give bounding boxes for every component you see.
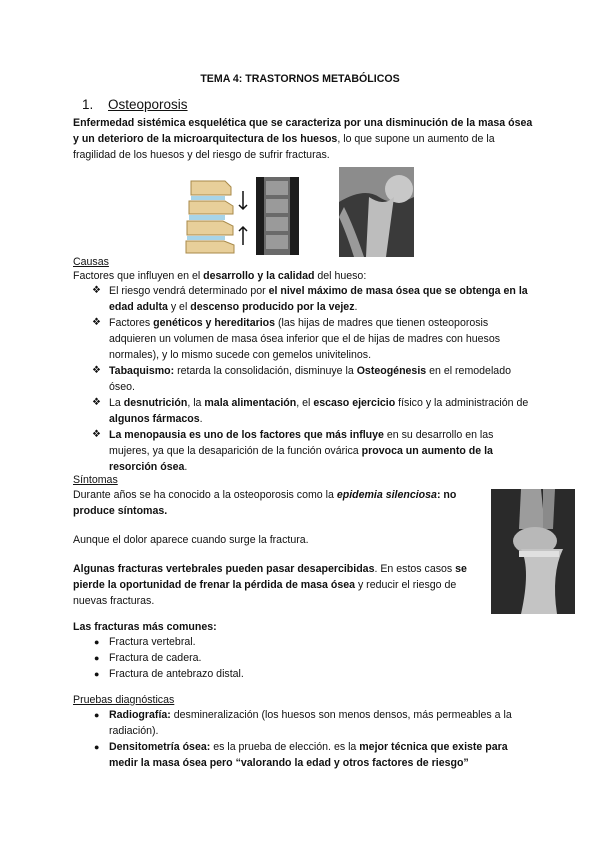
- list-item: ● Radiografía: desmineralización (los huesos son menos densos, más permeables a la radiación).: [94, 709, 512, 737]
- list-item: ● Fractura vertebral.: [94, 636, 196, 648]
- spine-xray: [256, 177, 299, 255]
- page-title: TEMA 4: TRASTORNOS METABÓLICOS: [200, 73, 400, 85]
- diamond-bullet-icon: ❖: [92, 397, 101, 408]
- bullet-icon: ●: [94, 637, 100, 647]
- pruebas-heading: Pruebas diagnósticas: [73, 694, 175, 706]
- causas-list: [92, 283, 532, 475]
- sintomas-p3: Algunas fracturas vertebrales pueden pasar desapercibidas. En estos casos se pierde la oportunidad de frenar la pérdida de masa ósea y reducir el riesgo de nuevas fracturas.: [73, 563, 467, 607]
- hip-xray: [339, 167, 414, 257]
- list-item: ❖ Factores genéticos y hereditarios (las hijas de madres que tienen osteoporosis adquieren un volumen de masa ósea inferior que el de hijas de madres con huesos normales), y lo mismo sucede con gemelos univitelinos.: [92, 317, 501, 361]
- pruebas-list: [92, 707, 532, 771]
- list-item: ● Fractura de antebrazo distal.: [94, 668, 244, 680]
- diamond-bullet-icon: ❖: [92, 365, 101, 376]
- intro-paragraph: [73, 115, 533, 163]
- section-heading: [82, 97, 188, 113]
- intro-bold: Enfermedad sistémica esquelética que se caracteriza por una disminución de la masa ósea y un deterioro de la microarquitectura de los huesos: [73, 117, 533, 145]
- sintomas-heading: Síntomas: [73, 474, 118, 486]
- intro-text: , lo que supone un aumento de la fragilidad de los huesos y del riesgo de sufrir fracturas.: [73, 133, 495, 161]
- diamond-bullet-icon: ❖: [92, 317, 101, 328]
- bullet-icon: ●: [94, 653, 100, 663]
- causas-lead: Factores que influyen en el desarrollo y la calidad del hueso:: [73, 270, 367, 282]
- bullet-icon: ●: [94, 669, 100, 679]
- diamond-bullet-icon: ❖: [92, 429, 101, 440]
- list-item: ❖ La menopausia es uno de los factores que más influye en su desarrollo en las mujeres, ya que la desaparición de la función ovárica provoca un aumento de la resorción ósea.: [92, 429, 494, 473]
- vertebrae-illustration: [183, 177, 255, 255]
- diamond-bullet-icon: ❖: [92, 285, 101, 296]
- fracturas-list: [92, 634, 532, 682]
- section-number: 1.: [82, 97, 94, 112]
- fracturas-heading: Las fracturas más comunes:: [73, 621, 217, 633]
- list-item: ❖ Tabaquismo: retarda la consolidación, disminuye la Osteogénesis en el remodelado óseo.: [92, 365, 511, 393]
- bullet-icon: ●: [94, 742, 100, 752]
- section-title: Osteoporosis: [108, 97, 188, 112]
- sintomas-p2: Aunque el dolor aparece cuando surge la fractura.: [73, 534, 309, 546]
- bullet-icon: ●: [94, 710, 100, 720]
- causas-heading: Causas: [73, 256, 109, 268]
- list-item: ❖ La desnutrición, la mala alimentación, el escaso ejercicio físico y la administración de algunos fármacos.: [92, 397, 529, 425]
- list-item: ❖ El riesgo vendrá determinado por el nivel máximo de masa ósea que se obtenga en la edad adulta y el descenso producido por la vejez.: [92, 285, 528, 313]
- list-item: ● Fractura de cadera.: [94, 652, 202, 664]
- wrist-xray: [491, 489, 575, 614]
- list-item: ● Densitometría ósea: es la prueba de elección. es la mejor técnica que existe para medir la masa ósea pero “valorando la edad y otros factores de riesgo”: [94, 741, 508, 769]
- sintomas-p1: Durante años se ha conocido a la osteoporosis como la epidemia silenciosa: no produce síntomas.: [73, 489, 457, 517]
